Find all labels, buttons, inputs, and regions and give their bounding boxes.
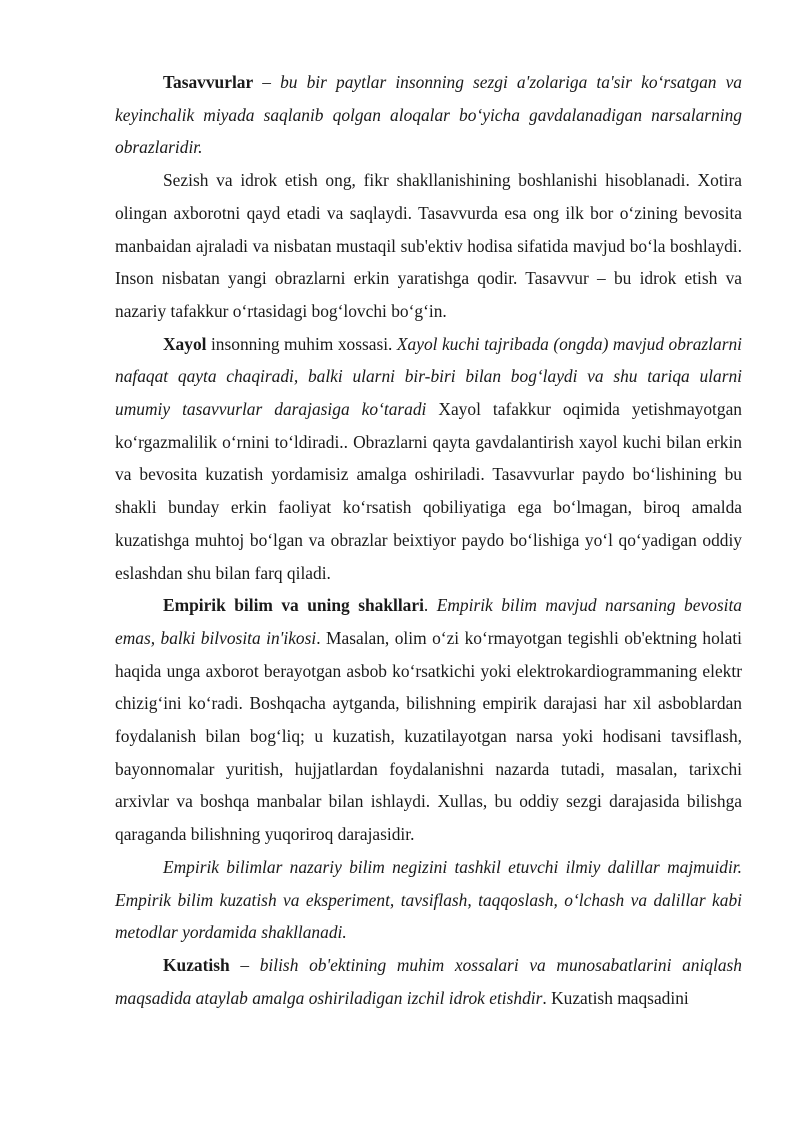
term-xayol: Xayol [163,333,207,354]
definition-empirik-bilimlar: Empirik bilimlar nazariy bilim negizini tashkil etuvchi ilmiy dalillar majmuidir. Empirik bilim kuzatish va eksperiment, tavsiflash, taqqoslash, o‘lchash va dalillar kabi metodlar yordamida shakllanadi. [115,856,742,943]
term-tasavvurlar: Tasavvurlar [163,72,254,92]
dash: – [253,72,281,92]
paragraph-empirik-bilim [115,589,742,851]
paragraph-text: . Kuzatish maqsadini [542,987,689,1008]
paragraph-xayol [115,328,742,590]
paragraph-text: insonning muhim xossasi. [206,333,397,354]
definition-kuzatish: bilish ob'ektining muhim xossalari va munosabatlarini aniqlash maqsadida ataylab amalga oshiriladigan izchil idrok etishdir [115,954,742,1008]
paragraph-text: . [423,595,437,616]
definition-tasavvurlar: bu bir paytlar insonning sezgi a'zolariga ta'sir ko‘rsatgan va keyinchalik miyada saqlanib qolgan aloqalar bo‘yicha gavdalanadigan narsalarning obrazlaridir. [115,72,742,158]
paragraph-empirik-bilimlar [115,851,742,949]
term-empirik-bilim: Empirik bilim va uning shakllari [163,595,424,616]
paragraph-sezish [115,164,742,328]
definition-empirik-bilim: Empirik bilim mavjud narsaning bevosita emas, balki bilvosita in'ikosi [115,595,743,648]
paragraph-kuzatish [115,949,742,1014]
paragraph-text: . Masalan, olim o‘zi ko‘rmayotgan tegishli ob'ektning holati haqida unga axborot berayotgan asbob ko‘rsatkichi yoki elektrokardiogrammaning elektr chizig‘ini ko‘radi. Boshqacha aytganda, bilishning empirik darajasi har xil asboblardan foydalanish bilan bog‘liq; u kuzatish, kuzatilayotgan narsa yoki hodisani tavsiflash, bayonnomalar yuritish, hujjatlardan foydalanishni nazarda tutadi, masalan, tarixchi arxivlar va boshqa manbalar bilan ishlaydi. Xullas, bu oddiy sezgi darajasida bilishga qaraganda bilishning yuqoriroq darajasidir. [115,627,742,845]
term-kuzatish: Kuzatish [163,954,230,975]
paragraph-text: Sezish va idrok etish ong, fikr shakllanishining boshlanishi hisoblanadi. Xotira olingan axborotni qayd etadi va saqlaydi. Tasavvurda esa ong ilk bor o‘zining bevosita manbaidan ajraladi va nisbatan mustaqil sub'ektiv hodisa sifatida mavjud bo‘la boshlaydi. Inson nisbatan yangi obrazlarni erkin yaratishga qodir. Tasavvur – bu idrok etish va nazariy tafakkur o‘rtasidagi bog‘lovchi bo‘g‘in. [115,170,742,321]
paragraph-text: Xayol tafakkur oqimida yetishmayotgan ko‘rgazmalilik o‘rnini to‘ldiradi.. Obrazlarni qayta gavdalantirish xayol kuchi bilan erkin va bevosita kuzatish yordamisiz amalga oshiriladi. Tasavvurlar paydo bo‘lishining bu shakli bunday erkin faoliyat ko‘rsatish qobiliyatiga ega bo‘lmagan, biroq amalda kuzatishga muhtoj bo‘lgan va obrazlar beixtiyor paydo bo‘lishiga yo‘l qo‘yadigan oddiy eslashdan shu bilan farq qiladi. [115,399,742,583]
definition-xayol: Xayol kuchi tajribada (ongda) mavjud obrazlarni nafaqat qayta chaqiradi, balki ularni bir-biri bilan bog‘laydi va shu tariqa ularni umumiy tasavvurlar darajasiga ko‘taradi [115,333,742,420]
paragraph-tasavvurlar [115,66,742,164]
dash: – [229,954,260,975]
